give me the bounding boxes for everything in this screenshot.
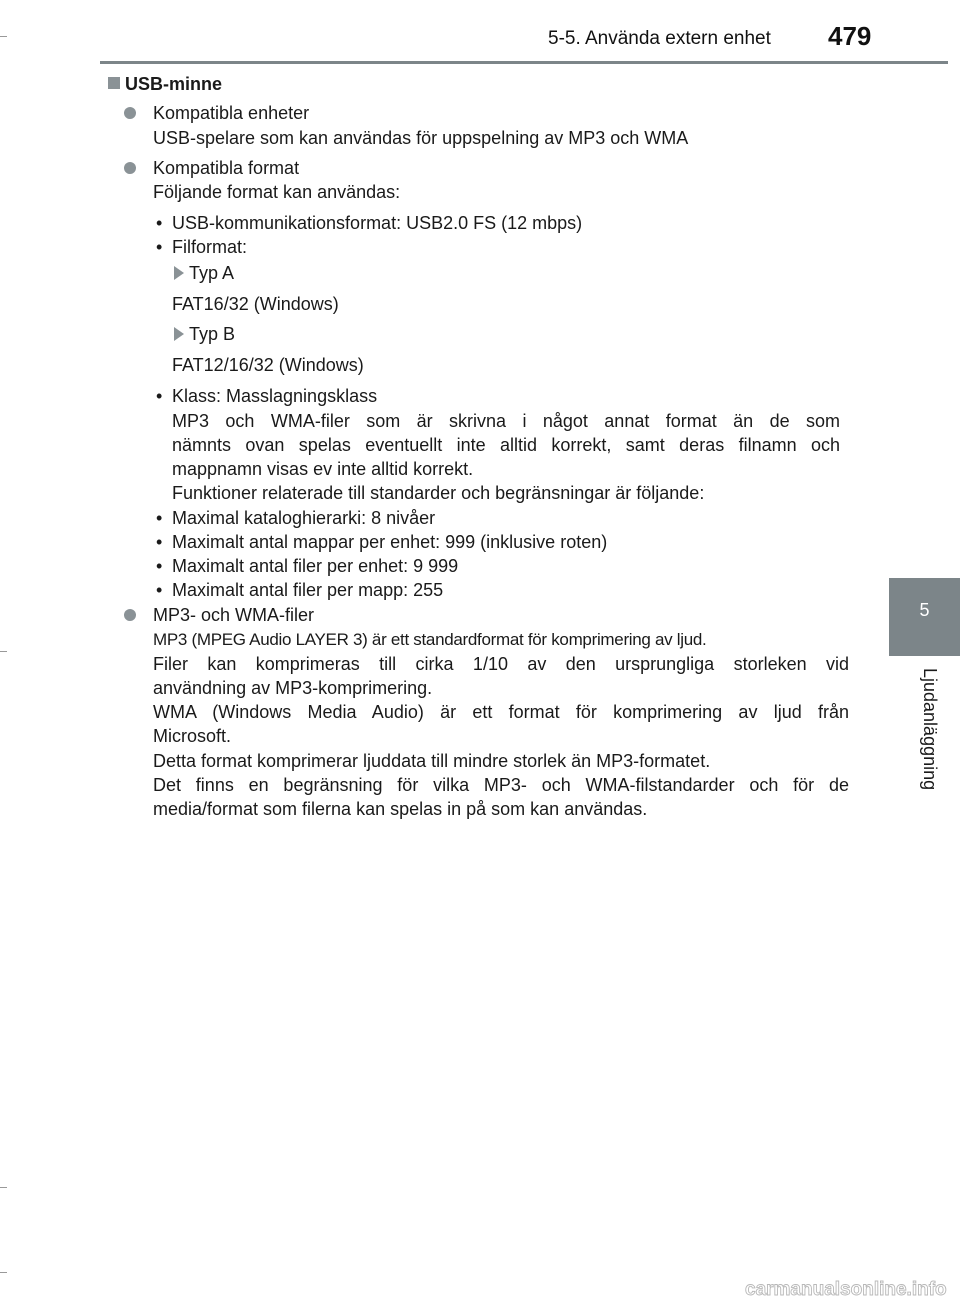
crop-mark <box>0 36 7 37</box>
para1-line: mappnamn visas ev inte alltid korrekt. <box>172 459 474 479</box>
chapter-tab <box>889 578 960 656</box>
compatible-formats-title: Kompatibla format <box>153 158 300 178</box>
header-rule <box>100 61 948 64</box>
limit-item: Maximalt antal filer per enhet: 9 999 <box>172 556 459 576</box>
watermark-text: carmanualsonline.info <box>745 1279 947 1300</box>
square-bullet-icon <box>108 77 120 89</box>
type-b-label: Typ B <box>189 324 236 344</box>
crop-mark <box>0 651 7 652</box>
triangle-arrow-icon <box>174 327 184 341</box>
crop-mark <box>0 1272 7 1273</box>
mp3-wma-line: Filer kan komprimeras till cirka 1/10 av den ursprungliga storleken vid <box>153 654 849 674</box>
usb-format: USB-kommunikationsformat: USB2.0 FS (12 mbps) <box>172 213 583 233</box>
chapter-number: 5 <box>919 600 930 620</box>
class-line: Klass: Masslagningsklass <box>172 386 378 406</box>
dot-bullet: • <box>156 508 163 528</box>
mp3-wma-line: Microsoft. <box>153 726 232 746</box>
dot-bullet: • <box>156 532 163 552</box>
type-a-value: FAT16/32 (Windows) <box>172 294 339 314</box>
compatible-devices-text: USB-spelare som kan användas för uppspelning av MP3 och WMA <box>153 128 689 148</box>
triangle-arrow-icon <box>174 266 184 280</box>
limit-item: Maximalt antal mappar per enhet: 999 (inklusive roten) <box>172 532 608 552</box>
type-b-value: FAT12/16/32 (Windows) <box>172 355 364 375</box>
watermark-logo <box>745 1278 950 1300</box>
mp3-wma-line: MP3 (MPEG Audio LAYER 3) är ett standardformat för komprimering av ljud. <box>153 630 707 649</box>
circle-bullet-icon <box>124 609 136 621</box>
compatible-devices-title: Kompatibla enheter <box>153 103 310 123</box>
dot-bullet: • <box>156 213 163 233</box>
para1-line: MP3 och WMA-filer som är skrivna i något annat format än de som <box>172 411 840 431</box>
dot-bullet: • <box>156 386 163 406</box>
mp3-wma-line: Det finns en begränsning för vilka MP3- och WMA-filstandarder och för de <box>153 775 849 795</box>
limit-item: Maximal kataloghierarki: 8 nivåer <box>172 508 436 528</box>
mp3-wma-line: WMA (Windows Media Audio) är ett format för komprimering av ljud från <box>153 702 849 722</box>
dot-bullet: • <box>156 580 163 600</box>
section-heading-text: USB-minne <box>125 74 223 94</box>
para2: Funktioner relaterade till standarder och begränsningar är följande: <box>172 483 705 503</box>
mp3-wma-line: användning av MP3-komprimering. <box>153 678 433 698</box>
section-title: 5-5. Använda extern enhet <box>548 28 771 49</box>
mp3-wma-line: Detta format komprimerar ljuddata till mindre storlek än MP3-formatet. <box>153 751 711 771</box>
file-format: Filformat: <box>172 237 248 257</box>
chapter-label: Ljudanläggning <box>920 668 940 791</box>
page-number: 479 <box>828 21 872 51</box>
dot-bullet: • <box>156 556 163 576</box>
para1-line: nämnts ovan spelas eventuellt inte alltid korrekt, samt deras filnamn och <box>172 435 840 455</box>
mp3-wma-line: media/format som filerna kan spelas in på som kan användas. <box>153 799 648 819</box>
circle-bullet-icon <box>124 162 136 174</box>
circle-bullet-icon <box>124 107 136 119</box>
limit-item: Maximalt antal filer per mapp: 255 <box>172 580 444 600</box>
dot-bullet: • <box>156 237 163 257</box>
crop-mark <box>0 1187 7 1188</box>
mp3-wma-title: MP3- och WMA-filer <box>153 605 315 625</box>
section-heading <box>108 74 222 95</box>
compatible-formats-intro: Följande format kan användas: <box>153 182 401 202</box>
type-a-label: Typ A <box>189 263 235 283</box>
